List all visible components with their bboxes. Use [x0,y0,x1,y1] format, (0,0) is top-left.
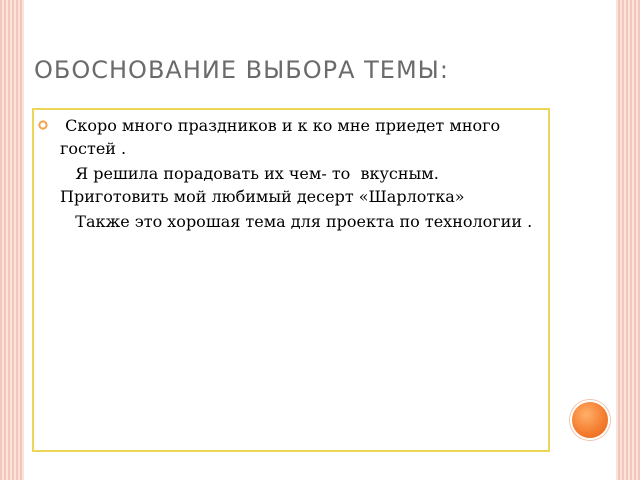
paragraph-1: Скоро много праздников и к ко мне приедет много гостей . [60,116,506,158]
left-stripe-decoration [0,0,24,480]
circle-bullet-icon [38,120,48,130]
slide-body [60,114,536,235]
right-stripe-decoration [616,0,640,480]
paragraph-3: Также это хорошая тема для проекта по технологии . [60,212,533,231]
paragraph-2: Я решила порадовать их чем- то вкусным. Приготовить мой любимый десерт «Шарлотка» [60,164,465,206]
orange-circle-icon [570,400,610,440]
slide-title: ОБОСНОВАНИЕ ВЫБОРА ТЕМЫ: [34,56,449,84]
